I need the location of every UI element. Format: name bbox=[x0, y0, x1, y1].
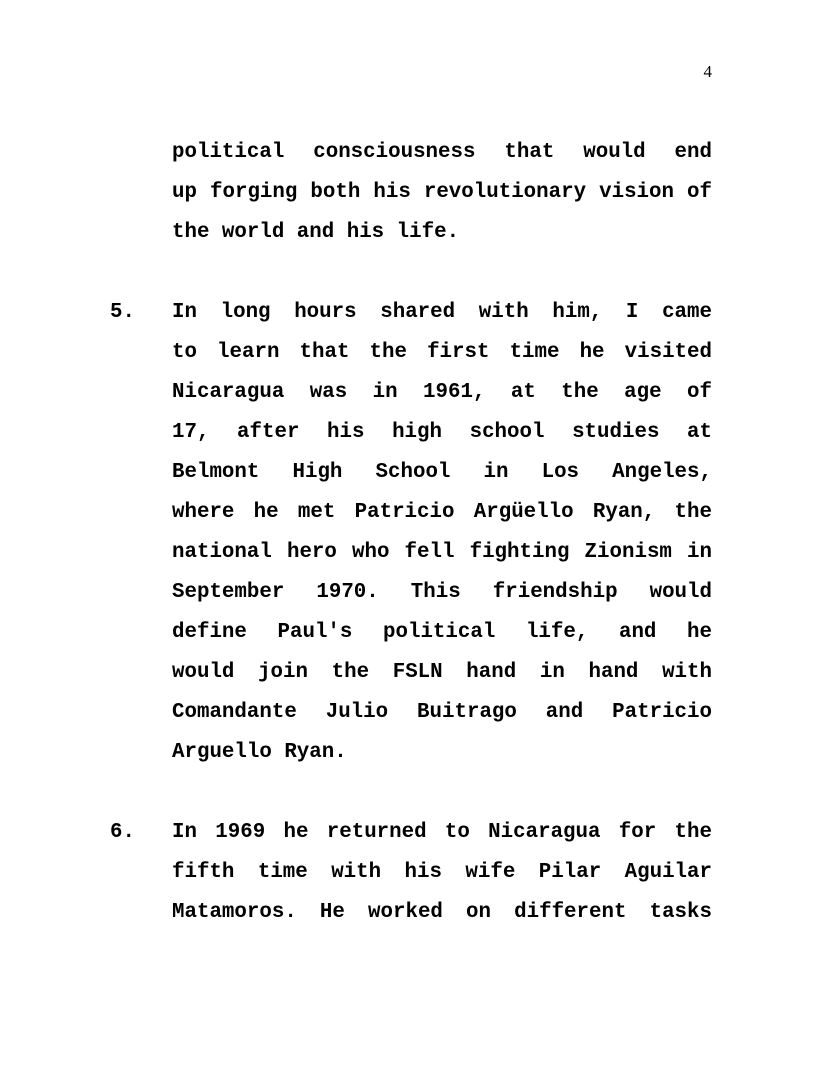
text-line: fifth time with his wife Pilar Aguilar bbox=[172, 861, 712, 884]
text-line: 17, after his high school studies at bbox=[172, 421, 712, 444]
text-line: Comandante Julio Buitrago and Patricio bbox=[172, 701, 712, 724]
text-line: the world and his life. bbox=[172, 221, 460, 244]
text-line: Arguello Ryan. bbox=[172, 741, 347, 764]
text-line: In long hours shared with him, I came bbox=[172, 301, 712, 324]
text-line: In 1969 he returned to Nicaragua for the bbox=[172, 821, 712, 844]
text-line: would join the FSLN hand in hand with bbox=[172, 661, 712, 684]
paragraph bbox=[110, 133, 712, 253]
paragraph-text bbox=[172, 133, 712, 253]
paragraph-text bbox=[172, 813, 712, 933]
text-line: define Paul's political life, and he bbox=[172, 621, 712, 644]
text-line: where he met Patricio Argüello Ryan, the bbox=[172, 501, 712, 524]
text-line: to learn that the first time he visited bbox=[172, 341, 712, 364]
paragraph bbox=[110, 293, 712, 773]
document-body bbox=[110, 133, 712, 933]
paragraph-number: 6. bbox=[110, 821, 135, 844]
text-line: political consciousness that would end bbox=[172, 141, 712, 164]
page-number: 4 bbox=[703, 62, 712, 81]
text-line: September 1970. This friendship would bbox=[172, 581, 712, 604]
text-line: up forging both his revolutionary vision of bbox=[172, 181, 712, 204]
paragraph-text bbox=[172, 293, 712, 773]
paragraph-number: 5. bbox=[110, 301, 135, 324]
text-line: Matamoros. He worked on different tasks bbox=[172, 901, 712, 924]
text-line: national hero who fell fighting Zionism in bbox=[172, 541, 712, 564]
text-line: Nicaragua was in 1961, at the age of bbox=[172, 381, 712, 404]
text-line: Belmont High School in Los Angeles, bbox=[172, 461, 712, 484]
paragraph bbox=[110, 813, 712, 933]
